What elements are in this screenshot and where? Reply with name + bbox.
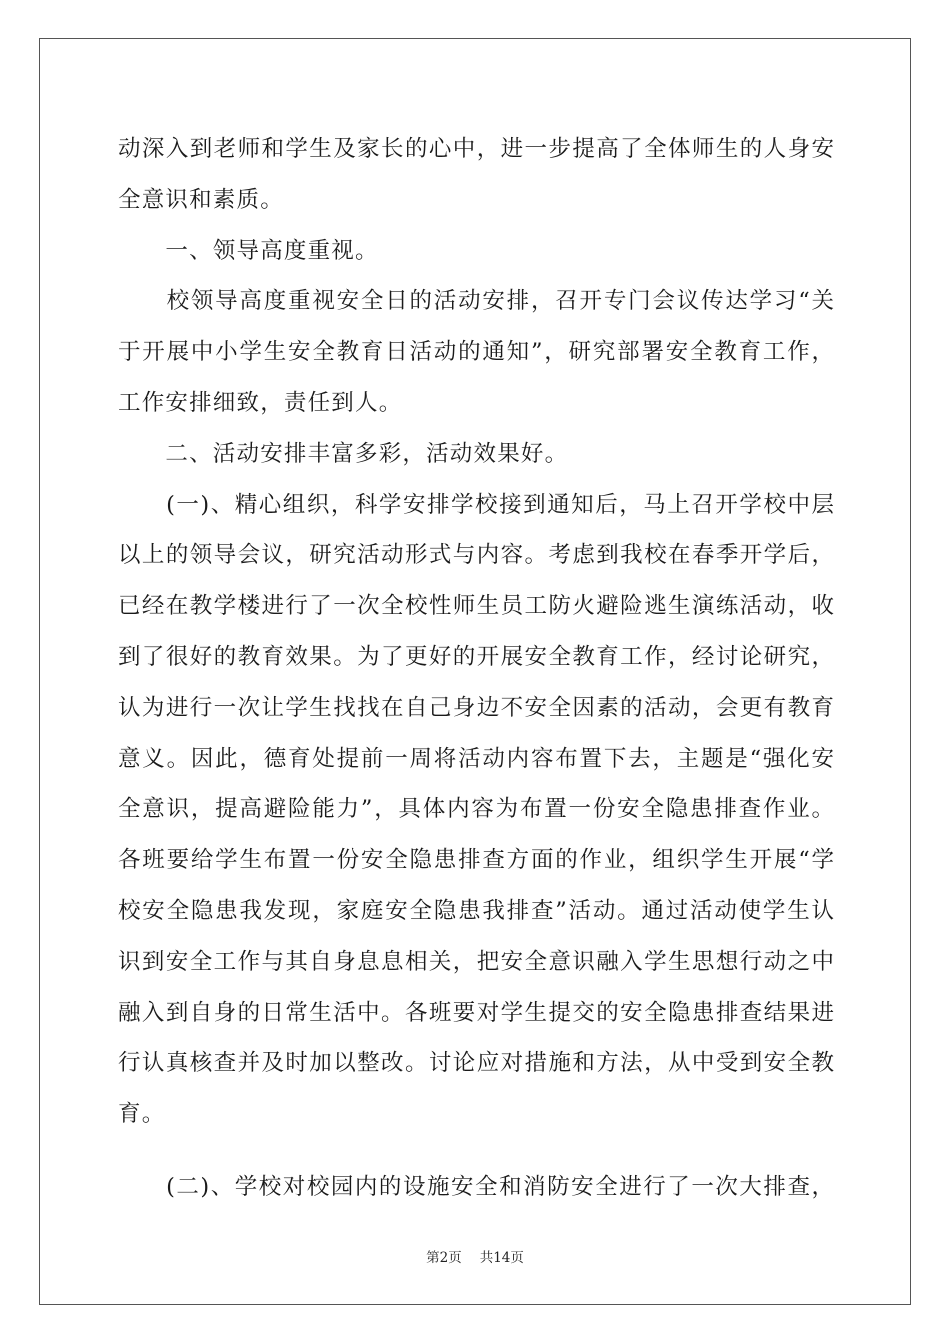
text-line: 到了很好的教育效果。为了更好的开展安全教育工作，经讨论研究， <box>118 643 834 670</box>
page-number: 第2页 <box>426 1250 462 1266</box>
text-line: 意义。因此，德育处提前一周将活动内容布置下去，主题是“强化安 <box>118 745 834 772</box>
text-line: 动深入到老师和学生及家长的心中，进一步提高了全体师生的人身安 <box>118 136 834 162</box>
text-line: 识到安全工作与其自身息息相关，把安全意识融入学生思想行动之中 <box>118 948 834 975</box>
paragraph-gap <box>118 1140 834 1162</box>
text-line: 各班要给学生布置一份安全隐患排查方面的作业，组织学生开展“学 <box>118 847 834 874</box>
page-total: 共14页 <box>479 1250 524 1266</box>
text-line: 全意识和素质。 <box>118 186 284 213</box>
page-footer <box>0 1246 950 1266</box>
text-line: 融入到自身的日常生活中。各班要对学生提交的安全隐患排查结果进 <box>118 999 834 1026</box>
text-line: 认为进行一次让学生找找在自己身边不安全因素的活动，会更有教育 <box>118 694 834 721</box>
text-line: 以上的领导会议，研究活动形式与内容。考虑到我校在春季开学后， <box>118 542 834 569</box>
document-body <box>118 124 834 1213</box>
text-line: (二)、学校对校园内的设施安全和消防安全进行了一次大排查， <box>118 1173 834 1200</box>
text-line: 校领导高度重视安全日的活动安排，召开专门会议传达学习“关 <box>118 288 834 315</box>
text-line: 于开展中小学生安全教育日活动的通知”，研究部署安全教育工作， <box>118 339 834 366</box>
text-line: 校安全隐患我发现，家庭安全隐患我排查”活动。通过活动使学生认 <box>118 897 834 924</box>
text-line: 已经在教学楼进行了一次全校性师生员工防火避险逃生演练活动，收 <box>118 593 834 620</box>
text-line: 全意识，提高避险能力”，具体内容为布置一份安全隐患排查作业。 <box>118 796 834 823</box>
text-line: 二、活动安排丰富多彩，活动效果好。 <box>118 440 569 467</box>
text-line: (一)、精心组织，科学安排学校接到通知后，马上召开学校中层 <box>118 491 834 518</box>
text-line: 行认真核查并及时加以整改。讨论应对措施和方法，从中受到安全教 <box>118 1050 834 1077</box>
text-line: 一、领导高度重视。 <box>118 237 379 264</box>
text-line: 工作安排细致，责任到人。 <box>118 389 403 416</box>
text-line: 育。 <box>118 1101 166 1128</box>
